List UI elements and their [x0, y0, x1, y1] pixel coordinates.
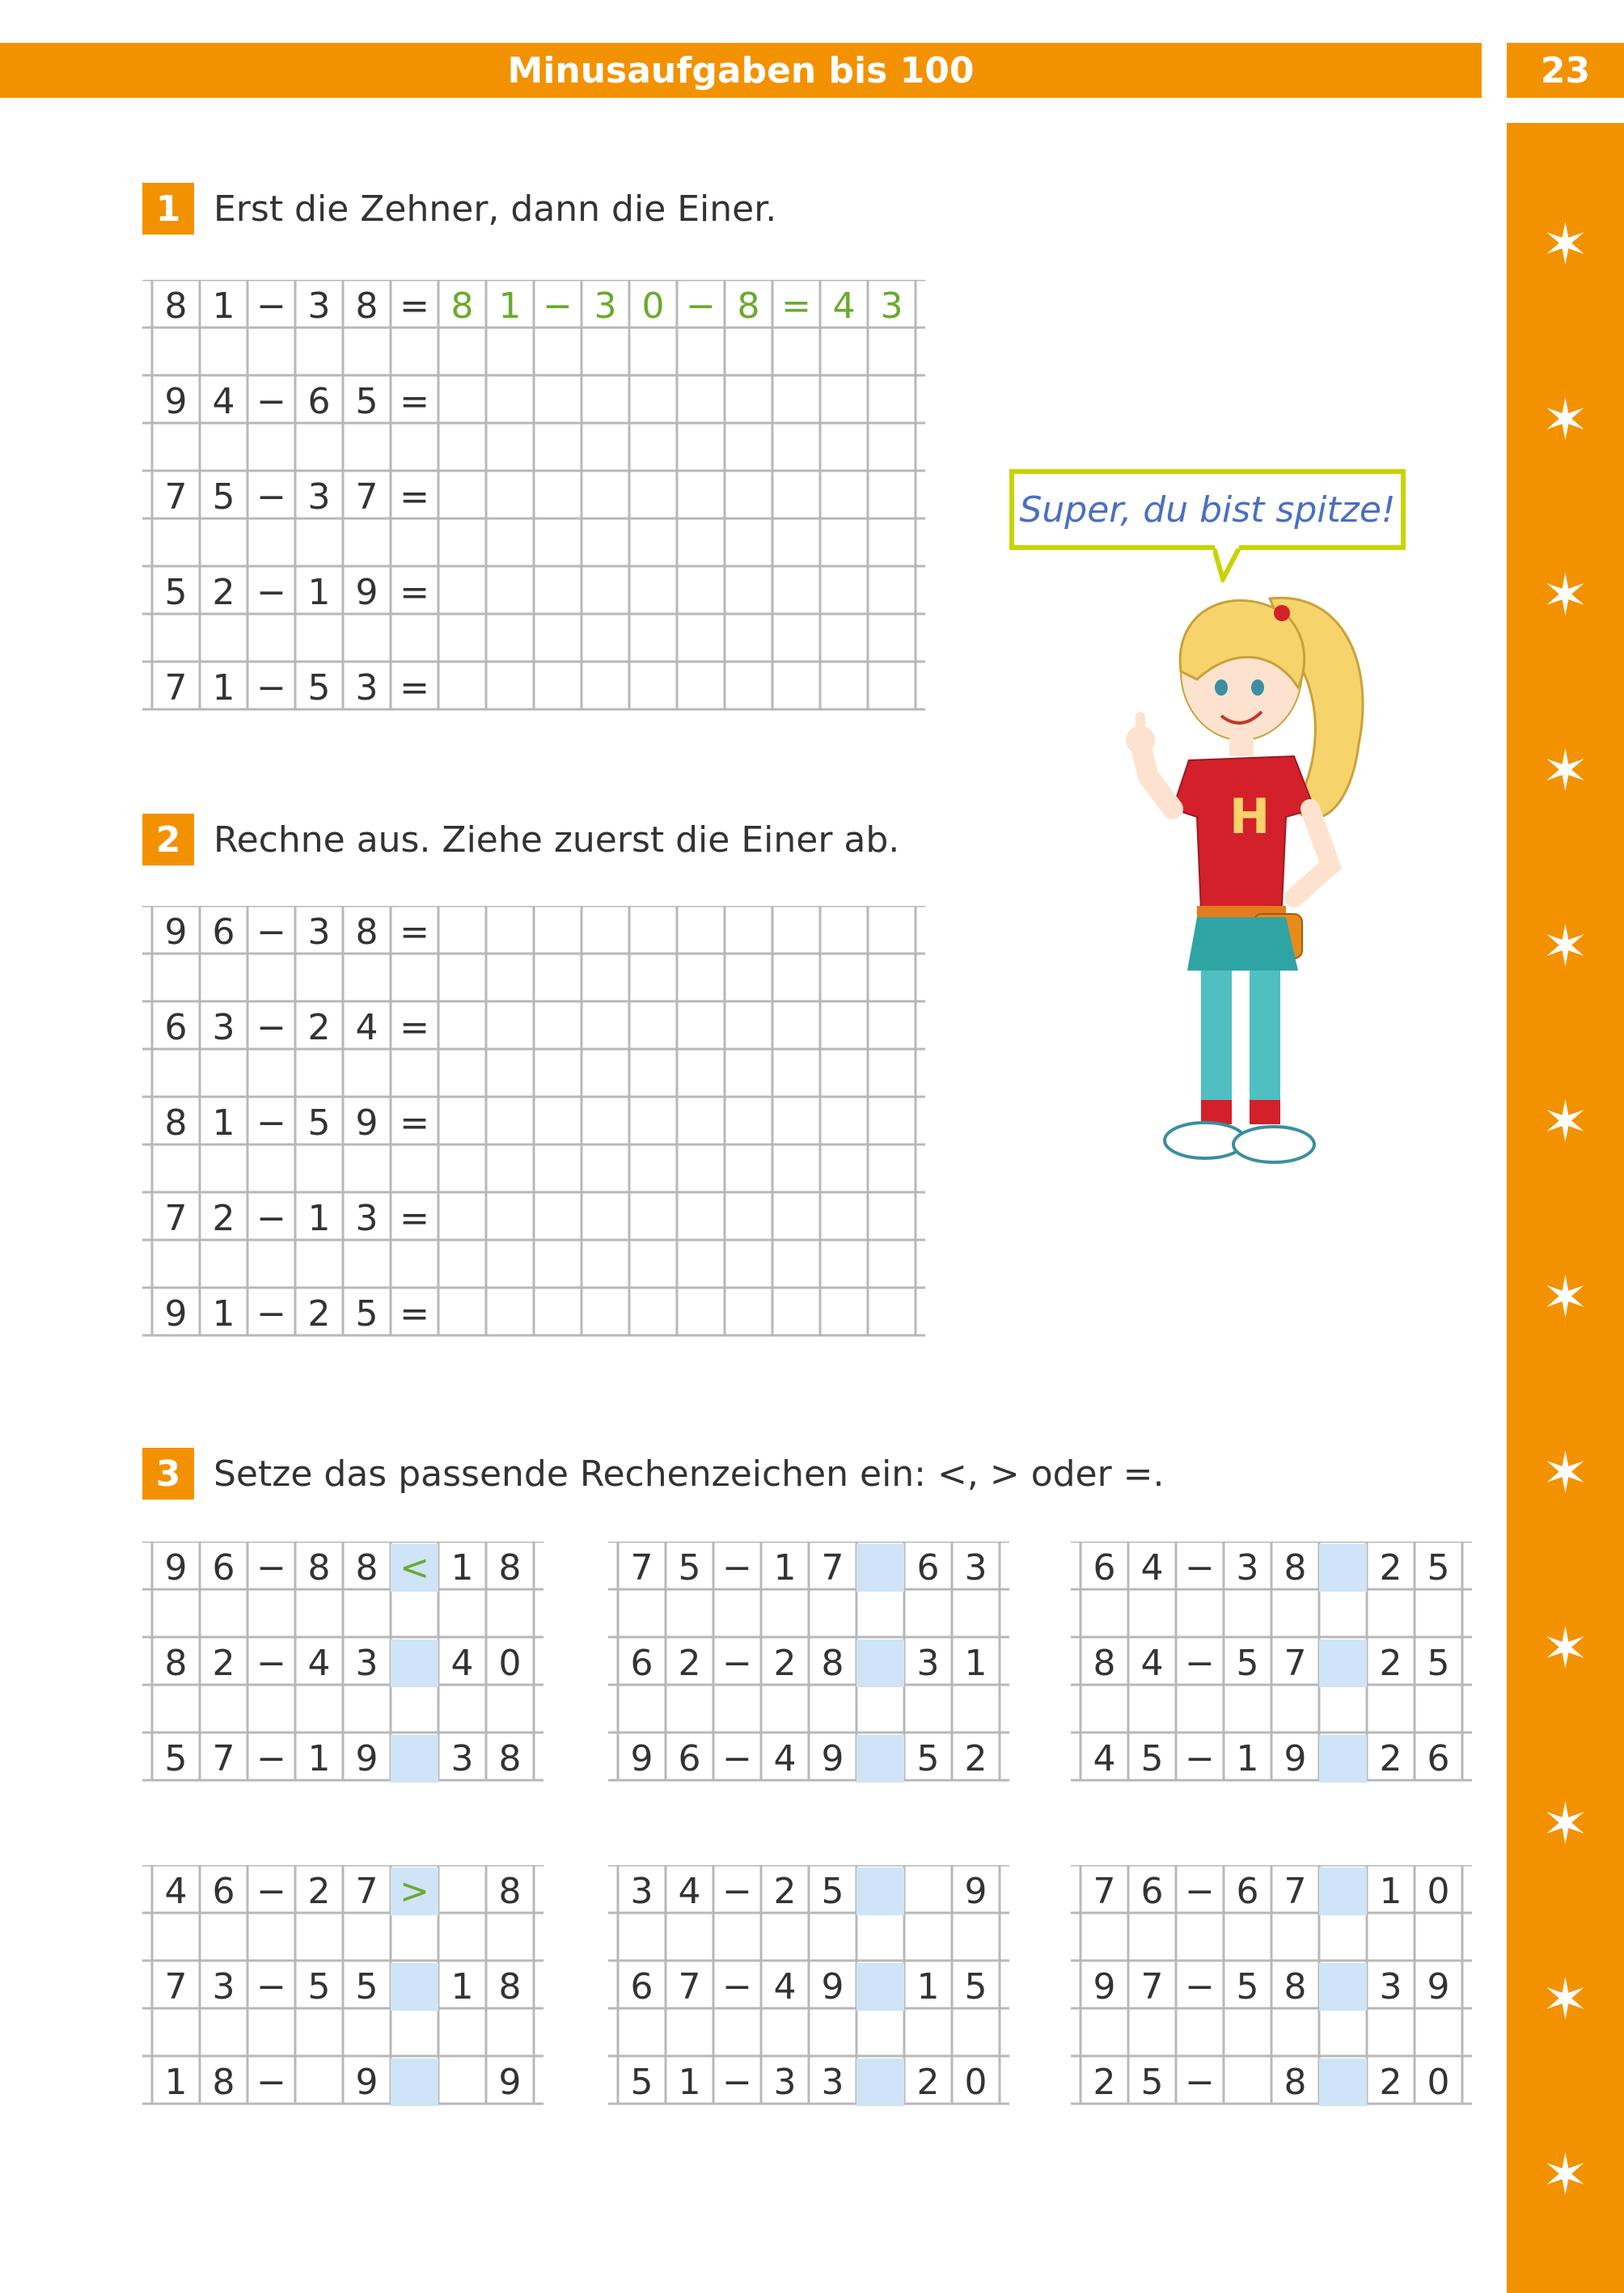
answer-box[interactable]: [391, 1963, 438, 2011]
grid-cell: 4: [1093, 1738, 1116, 1779]
grid-cell: −: [686, 286, 716, 327]
grid-cell: 2: [773, 1643, 797, 1684]
grid-cell: 6: [630, 1966, 653, 2007]
task-1-heading: [142, 183, 776, 235]
grid-cell: −: [256, 912, 286, 953]
grid-cell: 4: [450, 1643, 474, 1684]
star-icon: ✶: [1542, 211, 1589, 277]
grid-cell: 1: [678, 2062, 701, 2103]
task-number-badge: 2: [142, 814, 194, 865]
grid-cell: 2: [1093, 2062, 1116, 2103]
grid-cell: =: [781, 286, 811, 327]
grid-cell: 8: [498, 1966, 522, 2007]
grid-cell: =: [400, 476, 429, 518]
star-icon: ✶: [1542, 1264, 1589, 1331]
star-icon: ✶: [1542, 387, 1589, 453]
task-1-grid: [142, 280, 951, 733]
grid-cell: 3: [355, 1643, 379, 1684]
grid-cell: −: [1185, 1871, 1215, 1912]
grid-cell: 1: [212, 286, 235, 327]
answer-box[interactable]: [1319, 2058, 1367, 2106]
answer-box[interactable]: [856, 1868, 904, 1915]
task-number-badge: 3: [142, 1448, 194, 1500]
grid-cell: 7: [164, 476, 188, 518]
grid-cell: 8: [1284, 1966, 1307, 2007]
grid-cell: 8: [212, 2062, 235, 2103]
grid-cell: 3: [880, 286, 903, 327]
grid-cell: −: [1185, 1738, 1215, 1779]
grid-cell: 5: [1236, 1643, 1259, 1684]
grid-cell: 8: [1284, 2062, 1307, 2103]
girl-illustration: [1116, 566, 1407, 1189]
grid-cell: 9: [498, 2062, 522, 2103]
grid-cell: 7: [355, 476, 379, 518]
grid-cell: 9: [821, 1738, 844, 1779]
grid-cell: 2: [212, 572, 235, 613]
grid-cell: 9: [1427, 1966, 1450, 2007]
grid-cell: 0: [498, 1643, 522, 1684]
grid-cell: 8: [164, 286, 188, 327]
grid-cell: 7: [1140, 1966, 1164, 2007]
grid-cell: 9: [164, 912, 188, 953]
grid-cell: −: [256, 1198, 286, 1239]
grid-cell: 2: [773, 1871, 797, 1912]
grid-cell: −: [256, 1738, 286, 1779]
grid-cell: 9: [964, 1871, 988, 1912]
task-2-grid: [142, 906, 951, 1359]
grid-cell: 0: [1427, 2062, 1450, 2103]
grid-cell: 3: [212, 1966, 235, 2007]
grid-cell: 3: [307, 912, 331, 953]
grid-cell: 5: [307, 1102, 331, 1144]
grid-cell: =: [400, 286, 429, 327]
grid-cell: −: [722, 2062, 752, 2103]
grid-cell: 9: [821, 1966, 844, 2007]
grid-cell: 5: [630, 2062, 653, 2103]
grid-cell: 3: [916, 1643, 940, 1684]
star-icon: ✶: [1542, 1440, 1589, 1506]
grid-cell: 1: [212, 1293, 235, 1335]
page-title: Minusaufgaben bis 100: [507, 49, 975, 91]
grid-cell: 0: [1427, 1871, 1450, 1912]
grid-cell: =: [400, 381, 429, 422]
grid-cell: 7: [630, 1547, 653, 1589]
star-icon: ✶: [1542, 2142, 1589, 2208]
grid-cell: 8: [355, 286, 379, 327]
grid-cell: 5: [1427, 1547, 1450, 1589]
grid-cell: 1: [498, 286, 522, 327]
grid-cell: 7: [678, 1966, 701, 2007]
grid-cell: =: [400, 572, 429, 613]
answer-box[interactable]: >: [391, 1868, 438, 1915]
star-icon: ✶: [1542, 1615, 1589, 1682]
answer-box[interactable]: [1319, 1868, 1367, 1915]
grid-cell: 4: [355, 1007, 379, 1048]
grid-cell: 9: [164, 1293, 188, 1335]
grid-cell: 3: [1379, 1966, 1402, 2007]
grid-cell: 2: [307, 1293, 331, 1335]
grid-cell: 9: [355, 572, 379, 613]
grid-cell: 1: [773, 1547, 797, 1589]
grid-cell: 4: [678, 1871, 701, 1912]
grid-cell: 2: [212, 1643, 235, 1684]
grid-cell: −: [1185, 1643, 1215, 1684]
grid-cell: 9: [164, 1547, 188, 1589]
grid-cell: 1: [212, 1102, 235, 1144]
task-3-grid: [142, 1542, 1485, 2156]
grid-cell: 7: [1284, 1643, 1307, 1684]
grid-cell: 8: [1093, 1643, 1116, 1684]
grid-cell: −: [722, 1966, 752, 2007]
grid-cell: −: [722, 1738, 752, 1779]
grid-cell: −: [722, 1643, 752, 1684]
task-3-heading: [142, 1448, 1165, 1500]
grid-cell: 7: [355, 1871, 379, 1912]
grid-cell: 5: [1236, 1966, 1259, 2007]
grid-cell: 5: [355, 381, 379, 422]
grid-cell: 4: [164, 1871, 188, 1912]
grid-cell: −: [722, 1547, 752, 1589]
grid-cell: 6: [1427, 1738, 1450, 1779]
grid-cell: 5: [1427, 1643, 1450, 1684]
grid-cell: 8: [1284, 1547, 1307, 1589]
grid-cell: 8: [821, 1643, 844, 1684]
grid-cell: 2: [678, 1643, 701, 1684]
grid-cell: 3: [355, 1198, 379, 1239]
grid-cell: −: [1185, 1547, 1215, 1589]
grid-cell: −: [256, 1966, 286, 2007]
grid-cell: 4: [773, 1738, 797, 1779]
grid-cell: 3: [212, 1007, 235, 1048]
grid-cell: 4: [832, 286, 856, 327]
grid-cell: 7: [164, 667, 188, 709]
grid-cell: 8: [164, 1102, 188, 1144]
grid-cell: 6: [916, 1547, 940, 1589]
grid-cell: −: [256, 1547, 286, 1589]
grid-cell: 8: [307, 1547, 331, 1589]
grid-cell: 9: [355, 1102, 379, 1144]
grid-cell: 6: [1236, 1871, 1259, 1912]
grid-cell: 6: [1093, 1547, 1116, 1589]
answer-box[interactable]: [856, 1639, 904, 1687]
task-instruction: Rechne aus. Ziehe zuerst die Einer ab.: [214, 819, 900, 861]
speech-bubble: Super, du bist spitze!: [1009, 469, 1406, 550]
grid-cell: 1: [212, 667, 235, 709]
grid-cell: 3: [964, 1547, 988, 1589]
grid-cell: 3: [1236, 1547, 1259, 1589]
grid-cell: =: [400, 1102, 429, 1144]
answer-box[interactable]: [1319, 1963, 1367, 2011]
grid-cell: 1: [964, 1643, 988, 1684]
task-instruction: Setze das passende Rechenzeichen ein: <, > oder =.: [214, 1453, 1165, 1495]
grid-cell: 3: [450, 1738, 474, 1779]
grid-cell: 7: [164, 1198, 188, 1239]
grid-cell: 1: [164, 2062, 188, 2103]
grid-cell: 9: [630, 1738, 653, 1779]
grid-cell: 0: [964, 2062, 988, 2103]
answer-box[interactable]: [1319, 1544, 1367, 1592]
grid-cell: 1: [450, 1966, 474, 2007]
grid-cell: 4: [773, 1966, 797, 2007]
grid-cell: 5: [964, 1966, 988, 2007]
star-icon: ✶: [1542, 562, 1589, 628]
grid-cell: 7: [164, 1966, 188, 2007]
answer-box[interactable]: [856, 1963, 904, 2011]
answer-box[interactable]: [1319, 1735, 1367, 1783]
grid-cell: 3: [355, 667, 379, 709]
grid-cell: 1: [1236, 1738, 1259, 1779]
grid-cell: 5: [916, 1738, 940, 1779]
grid-cell: 6: [678, 1738, 701, 1779]
grid-cell: =: [400, 667, 429, 709]
grid-cell: −: [256, 476, 286, 518]
task-number-badge: 1: [142, 183, 194, 235]
task-2-heading: [142, 814, 899, 865]
grid-cell: 8: [164, 1643, 188, 1684]
grid-cell: 1: [307, 1198, 331, 1239]
grid-cell: 2: [1379, 1643, 1402, 1684]
grid-cell: 2: [212, 1198, 235, 1239]
grid-cell: 9: [164, 381, 188, 422]
grid-cell: 5: [164, 572, 188, 613]
grid-cell: −: [1185, 2062, 1215, 2103]
grid-cell: =: [400, 912, 429, 953]
grid-cell: −: [256, 1102, 286, 1144]
grid-cell: 2: [964, 1738, 988, 1779]
grid-cell: 5: [164, 1738, 188, 1779]
grid-cell: 2: [916, 2062, 940, 2103]
grid-cell: 4: [1140, 1547, 1164, 1589]
answer-box[interactable]: [391, 1735, 438, 1783]
grid-cell: 5: [355, 1293, 379, 1335]
grid-cell: 6: [212, 1871, 235, 1912]
answer-box[interactable]: [1319, 1639, 1367, 1687]
grid-cell: −: [256, 572, 286, 613]
grid-cell: 8: [355, 1547, 379, 1589]
answer-box[interactable]: [391, 2058, 438, 2106]
grid-cell: 4: [307, 1643, 331, 1684]
star-icon: ✶: [1542, 1791, 1589, 1857]
grid-cell: 6: [1140, 1871, 1164, 1912]
grid-cell: 6: [164, 1007, 188, 1048]
grid-cell: −: [256, 667, 286, 709]
grid-cell: =: [400, 1293, 429, 1335]
grid-cell: 9: [355, 2062, 379, 2103]
grid-cell: 1: [307, 1738, 331, 1779]
answer-box[interactable]: [856, 2058, 904, 2106]
grid-cell: −: [256, 1871, 286, 1912]
grid-cell: 6: [307, 381, 331, 422]
grid-cell: 3: [630, 1871, 653, 1912]
grid-cell: 2: [1379, 1547, 1402, 1589]
grid-cell: 3: [594, 286, 617, 327]
grid-cell: 7: [1284, 1871, 1307, 1912]
header-bar: [0, 43, 1482, 98]
grid-cell: 7: [212, 1738, 235, 1779]
grid-cell: 1: [450, 1547, 474, 1589]
grid-cell: 5: [307, 1966, 331, 2007]
grid-cell: 2: [1379, 1738, 1402, 1779]
grid-cell: =: [400, 1007, 429, 1048]
grid-cell: −: [256, 1007, 286, 1048]
task-3-grid-lower: [142, 1865, 1485, 2156]
grid-cell: −: [722, 1871, 752, 1912]
grid-cell: 7: [821, 1547, 844, 1589]
grid-cell: 8: [498, 1871, 522, 1912]
answer-box[interactable]: [391, 1639, 438, 1687]
grid-cell: 3: [773, 2062, 797, 2103]
grid-cell: 8: [498, 1547, 522, 1589]
grid-cell: −: [256, 1643, 286, 1684]
star-icon: ✶: [1542, 1089, 1589, 1155]
grid-cell: 1: [916, 1966, 940, 2007]
grid-cell: 6: [212, 1547, 235, 1589]
grid-cell: −: [543, 286, 573, 327]
grid-cell: 5: [307, 667, 331, 709]
grid-cell: −: [256, 2062, 286, 2103]
grid-cell: 5: [821, 1871, 844, 1912]
svg-text:H: H: [1229, 789, 1271, 845]
answer-box[interactable]: <: [391, 1544, 438, 1592]
grid-cell: 2: [307, 1871, 331, 1912]
grid-cell: −: [256, 1293, 286, 1335]
grid-cell: [904, 1868, 952, 1915]
grid-cell: 9: [1284, 1738, 1307, 1779]
star-icon: ✶: [1542, 913, 1589, 979]
grid-cell: 1: [307, 572, 331, 613]
grid-cell: [438, 2058, 486, 2106]
grid-cell: 3: [307, 476, 331, 518]
grid-cell: 4: [1140, 1643, 1164, 1684]
grid-cell: 5: [678, 1547, 701, 1589]
grid-cell: 3: [307, 286, 331, 327]
grid-cell: 8: [737, 286, 760, 327]
grid-cell: 6: [630, 1643, 653, 1684]
grid-cell: −: [256, 381, 286, 422]
grid-cell: 2: [307, 1007, 331, 1048]
grid-cell: 3: [821, 2062, 844, 2103]
answer-box[interactable]: [856, 1544, 904, 1592]
star-icon: ✶: [1542, 738, 1589, 804]
grid-cell: 5: [212, 476, 235, 518]
grid-cell: 8: [450, 286, 474, 327]
side-strip: [1507, 123, 1624, 2293]
grid-cell: =: [400, 1198, 429, 1239]
grid-cell: [438, 1868, 486, 1915]
task-instruction: Erst die Zehner, dann die Einer.: [214, 188, 777, 230]
grid-cell: 5: [1140, 2062, 1164, 2103]
grid-cell: 7: [1093, 1871, 1116, 1912]
grid-cell: 1: [1379, 1871, 1402, 1912]
grid-cell: 6: [212, 912, 235, 953]
star-icon: ✶: [1542, 1966, 1589, 2033]
grid-cell: [1224, 2058, 1271, 2106]
grid-cell: 5: [355, 1966, 379, 2007]
grid-cell: −: [256, 286, 286, 327]
grid-cell: −: [1185, 1966, 1215, 2007]
grid-cell: 8: [498, 1738, 522, 1779]
grid-cell: 0: [641, 286, 665, 327]
page-number: 23: [1507, 43, 1624, 98]
grid-cell: 9: [355, 1738, 379, 1779]
answer-box[interactable]: [856, 1735, 904, 1783]
grid-cell: 5: [1140, 1738, 1164, 1779]
grid-cell: 9: [1093, 1966, 1116, 2007]
grid-cell: 8: [355, 912, 379, 953]
grid-cell: 4: [212, 381, 235, 422]
grid-cell: [295, 2058, 343, 2106]
grid-cell: 2: [1379, 2062, 1402, 2103]
